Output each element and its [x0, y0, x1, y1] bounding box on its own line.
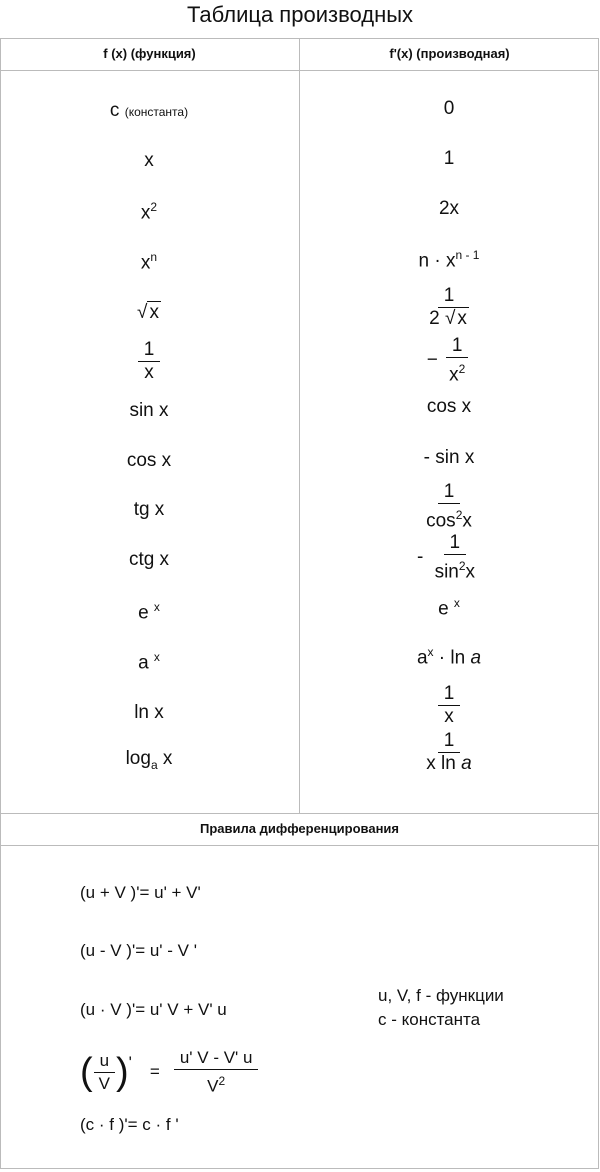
- row-xn-derivative: $n \cdot x^{n - 1}$: [418, 248, 480, 272]
- row-xn-function: $x^n$: [140, 250, 158, 274]
- row-const-function: [0, 100, 298, 122]
- row-tg-function: tg x: [133, 499, 165, 520]
- fraction: $\frac{1}{x^2}$: [443, 336, 471, 385]
- row-ln-function: ln x: [134, 702, 164, 723]
- rule-quotient: ( $\frac{u}{V}$ ) ' = $\frac{u' V - V' u}{V^2}$: [80, 1048, 258, 1097]
- rules-header-divider: [0, 845, 599, 846]
- row-ctg-function: ctg x: [128, 549, 170, 570]
- row-cos-function: cos x: [126, 450, 172, 471]
- row-exp-function: e $^x$: [138, 600, 160, 624]
- row-ctg-derivative: - $\frac{1}{\sin^2x}$: [300, 533, 598, 582]
- row-sin-derivative: cos x: [426, 396, 472, 417]
- header-derivative: f'(x) (производная): [389, 46, 510, 61]
- row-tg-derivative: [300, 482, 598, 531]
- row-log-function: $\log_a x$: [125, 748, 173, 772]
- fraction: $\frac{1}{2 √ x}$: [429, 285, 467, 329]
- row-x2-function: $x^2$: [140, 200, 158, 224]
- fraction: $\frac{u}{V}$: [93, 1051, 116, 1094]
- notes: [378, 984, 504, 1032]
- row-cos-derivative: - sin x: [423, 447, 475, 468]
- rules-header: Правила дифференцирования: [199, 821, 400, 836]
- page-title: Таблица производных: [186, 2, 414, 27]
- row-inv-derivative: − $\frac{1}{x^2}$: [300, 336, 598, 385]
- fraction: $\frac{1}{\cos^2x}$: [426, 481, 472, 532]
- header-function: f (x) (функция): [103, 46, 196, 61]
- row-sqrt-derivative: [300, 286, 598, 329]
- rule-product: (u · V )'= u' V + V' u: [80, 1000, 227, 1019]
- row-const-derivative: 0: [443, 98, 455, 119]
- fraction: $\frac{1}{\text{x ln a}}$: [426, 730, 472, 774]
- left-paren-icon: (: [80, 1051, 93, 1094]
- row-ln-derivative: [300, 684, 598, 727]
- note-constant: c - константа: [378, 1010, 481, 1029]
- row-x-function: x: [144, 150, 154, 171]
- right-paren-icon: ): [116, 1051, 129, 1094]
- note-functions: u, V, f - функции: [378, 986, 504, 1005]
- fraction: $\frac{u' V - V' u}{V^2}$: [174, 1048, 259, 1097]
- const-symbol: c: [109, 100, 120, 121]
- rule-difference: (u - V )'= u' - V ': [80, 941, 197, 960]
- row-log-derivative: [300, 731, 598, 774]
- row-inv-function: [0, 340, 298, 383]
- row-x2-derivative: 2x: [438, 198, 460, 219]
- fraction: $\frac{1}{x}$: [138, 340, 161, 383]
- fraction: $\frac{1}{x}$: [438, 684, 461, 727]
- row-sqrt-function: [0, 302, 298, 324]
- row-exp-derivative: e $^x$: [438, 596, 460, 620]
- const-note: (константа): [124, 105, 189, 119]
- row-sin-function: sin x: [129, 400, 169, 421]
- row-x-derivative: 1: [443, 148, 455, 169]
- rule-constant: (c · f )'= c · f ': [80, 1115, 179, 1134]
- row-ax-function: a $^x$: [138, 650, 160, 674]
- row-ax-derivative: $a^x \cdot \ln a$: [416, 645, 482, 669]
- sqrt-icon: √ x: [444, 308, 467, 329]
- rule-sum: (u + V )'= u' + V': [80, 883, 201, 902]
- sqrt-icon: √ x: [137, 302, 159, 323]
- fraction: $\frac{1}{\sin^2x}$: [434, 532, 476, 583]
